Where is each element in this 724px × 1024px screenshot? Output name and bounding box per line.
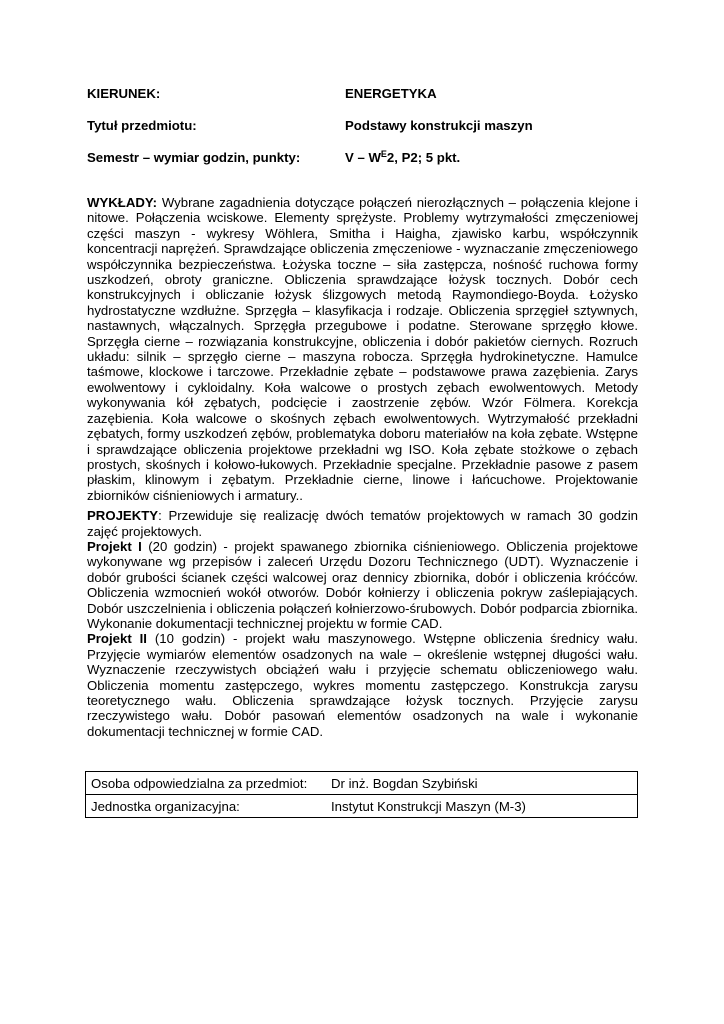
projekt-2-paragraph	[87, 631, 638, 739]
projekty-text: : Przewiduje się realizację dwóch tematów projektowych w ramach 30 godzin zajęć projektowych.	[87, 508, 638, 539]
przedmiot-label: Tytuł przedmiotu:	[87, 118, 197, 133]
responsible-person-label: Osoba odpowiedzialna za przedmiot:	[86, 772, 327, 795]
projekty-paragraph	[87, 508, 638, 539]
projekty-label: PROJEKTY	[87, 508, 159, 524]
organizational-unit-value: Instytut Konstrukcji Maszyn (M-3)	[326, 795, 638, 818]
table-row	[86, 772, 638, 795]
projekt-1-paragraph	[87, 539, 638, 631]
semestr-value-post: 2, P2; 5 pkt.	[386, 150, 461, 165]
course-content	[87, 195, 638, 739]
semestr-value-pre: V – W	[345, 150, 381, 165]
table-row	[86, 795, 638, 818]
wyklady-label: WYKŁADY:	[87, 195, 158, 210]
projekt-1-text: (20 godzin) - projekt spawanego zbiornika ciśnieniowego. Obliczenia projektowe wykonywane wg przepisów i zaleceń Urzędu Dozoru Technicznego (UDT). Wyznaczenie i dobór grubości ścianek części walcowej oraz dennicy zbiornika, dobór i obliczenia króćców. Obliczenia wzmocnień wokół otworów. Dobór kołnierzy i obliczenia pokryw zaślepiających. Dobór uszczelnienia i obliczenia połączeń kołnierzowo-śrubowych. Dobór podparcia zbiornika. Wykonanie dokumentacji technicznej projektu w formie CAD.	[87, 538, 638, 631]
wyklady-paragraph	[87, 195, 638, 503]
wyklady-text: Wybrane zagadnienia dotyczące połączeń nierozłącznych – połączenia klejone i nitowe. Połączenia wciskowe. Elementy sprężyste. Problemy wytrzymałości zmęczeniowej części maszyn - wykresy Wöhlera, Smitha i Haigha, zjawisko karbu, współczynnik koncentracji naprężeń. Sprawdzające obliczenia zmęczeniowe - wyznaczanie zmęczeniowego współczynnika bezpieczeństwa. Łożyska toczne – siła zastępcza, nośność ruchowa formy uszkodzeń, obroty graniczne. Obliczenia sprawdzające łożysk tocznych. Dobór cech konstrukcyjnych i obliczanie łożysk ślizgowych metodą Raymondiego-Boyda. Łożysko hydrostatyczne wzdłużne. Sprzęgła – klasyfikacja i rodzaje. Obliczenia sprzęgieł sztywnych, nastawnych, włączalnych. Sprzęgła przegubowe i podatne. Sterowane sprzęgło kłowe. Sprzęgła cierne – rozwiązania konstrukcyjne, obliczenia i dobór pakietów ciernych. Rozruch układu: silnik – sprzęgło cierne – maszyna robocza. Sprzęgła hydrokinetyczne. Hamulce taśmowe, klockowe i tarczowe. Przekładnie zębate – podstawowe prawa zazębienia. Zarys ewolwentowy i cykloidalny. Koła walcowe o prostych zębach ewolwentowych. Metody wykonywania kół zębatych, podcięcie i zaostrzenie zębów. Wzór Fölmera. Korekcja zazębienia. Koła walcowe o skośnych zębach ewolwentowych. Wytrzymałość przekładni zębatych, formy uszkodzeń zębów, problematyka doboru materiałów na koła zębate. Wstępne i sprawdzające obliczenia projektowe przekładni wg ISO. Koła zębate stożkowe o zębach prostych, skośnych i kołowo-łukowych. Przekładnie specjalne. Przekładnie pasowe z pasem płaskim, klinowym i zębatym. Przekładnie cierne, linowe i łańcuchowe. Projektowanie zbiorników ciśnieniowych i armatury..	[87, 195, 638, 503]
projekt-2-text: (10 godzin) - projekt wału maszynowego. Wstępne obliczenia średnicy wału. Przyjęcie wymiarów elementów osadzonych na wale – określenie wstępnej długości wału. Wyznaczenie rzeczywistych obciążeń wału i przyjęcie schematu obliczeniowego wału. Obliczenia momentu zastępczego, wykres momentu zastępczego. Konstrukcja zarysu teoretycznego wału. Obliczenia sprawdzające łożysk tocznych. Przyjęcie zarysu rzeczywistego wału. Dobór pasowań elementów osadzonych na wale i wykonanie dokumentacji technicznej w formie CAD.	[87, 631, 638, 739]
organizational-unit-label: Jednostka organizacyjna:	[86, 795, 327, 818]
kierunek-value: ENERGETYKA	[345, 86, 437, 101]
projekt-1-label: Projekt I	[87, 538, 142, 554]
semestr-label: Semestr – wymiar godzin, punkty:	[87, 150, 301, 165]
semestr-value	[345, 150, 460, 166]
przedmiot-value: Podstawy konstrukcji maszyn	[345, 118, 533, 133]
kierunek-label: KIERUNEK:	[87, 86, 161, 101]
semestr-value-sup: E	[380, 149, 387, 159]
projekt-2-label: Projekt II	[87, 631, 147, 647]
responsibility-table	[85, 771, 638, 818]
responsible-person-value: Dr inż. Bogdan Szybiński	[326, 772, 638, 795]
